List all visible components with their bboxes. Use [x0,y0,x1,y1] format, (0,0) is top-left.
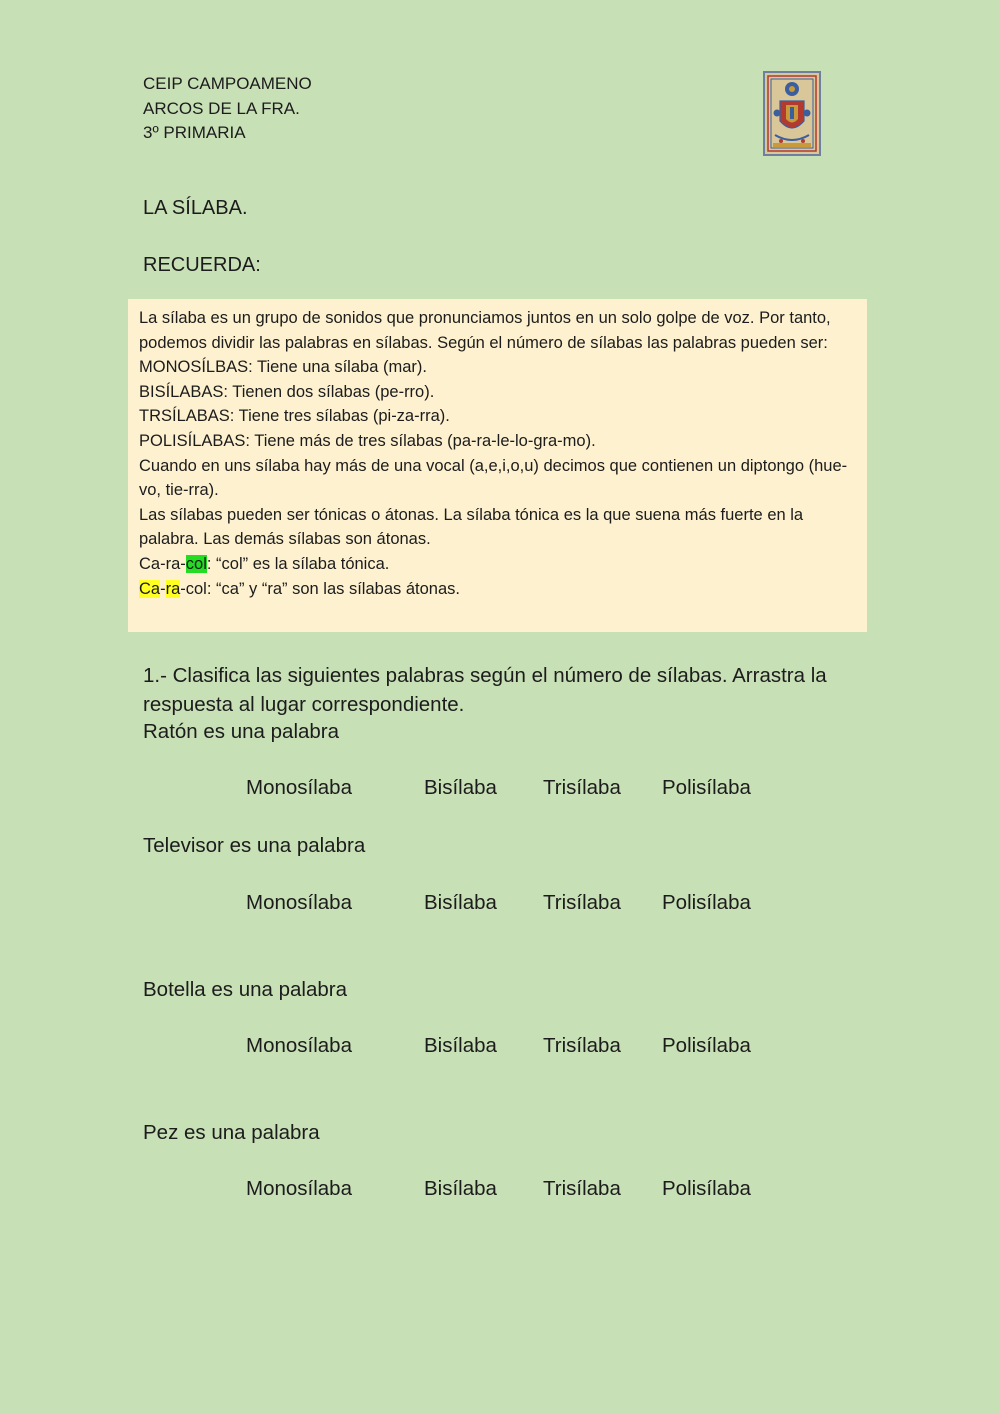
topic-title: LA SÍLABA. [143,197,248,219]
rule-monosilabas: MONOSÍLBAS: Tiene una sílaba (mar). [139,358,427,377]
option-bisilaba[interactable]: Bisílaba [424,1177,497,1200]
option-polisilaba[interactable]: Polisílaba [662,1034,751,1057]
rule-tonicas: Las sílabas pueden ser tónicas o átonas. La sílaba tónica es la que suena más fuerte en la palabra. Las demás sílabas son átonas. [139,505,804,549]
answer-options [0,1177,1000,1207]
question-prompt: Pez es una palabra [143,1121,320,1144]
question-prompt: Ratón es una palabra [143,720,340,743]
rule-bisilabas: BISÍLABAS: Tienen dos sílabas (pe-rro). [139,382,435,401]
school-grade: 3º PRIMARIA [143,123,246,142]
atona-highlight-1: Ca [139,579,161,598]
example-atonas-post: -col: “ca” y “ra” son las sílabas átonas. [180,579,460,598]
answer-options [0,1034,1000,1064]
rule-trisilabas: TRSÍLABAS: Tiene tres sílabas (pi-za-rra). [139,407,450,426]
option-polisilaba[interactable]: Polisílaba [662,891,751,914]
option-polisilaba[interactable]: Polisílaba [662,776,751,799]
school-header [143,72,312,146]
question-prompt: Botella es una palabra [143,978,348,1001]
option-monosilaba[interactable]: Monosílaba [246,1034,352,1057]
answer-options [0,776,1000,806]
option-bisilaba[interactable]: Bisílaba [424,891,497,914]
answer-options [0,891,1000,921]
remember-heading: RECUERDA: [143,254,261,276]
option-trisilaba[interactable]: Trisílaba [543,1034,621,1057]
rule-polisilabas: POLISÍLABAS: Tiene más de tres sílabas (pa-ra-le-lo-gra-mo). [139,431,596,450]
option-bisilaba[interactable]: Bisílaba [424,1034,497,1057]
coat-of-arms-icon [763,71,821,156]
example-tonica-pre: Ca-ra- [139,554,186,573]
exercise-instruction: 1.- Clasifica las siguientes palabras según el número de sílabas. Arrastra la respuesta al lugar correspondiente. [143,664,827,716]
example-tonica [139,552,857,577]
option-trisilaba[interactable]: Trisílaba [543,776,621,799]
rule-intro: La sílaba es un grupo de sonidos que pronunciamos juntos en un solo golpe de voz. Por tanto, podemos dividir las palabras en sílabas. Según el número de sílabas las palabras pueden ser: [139,309,831,352]
tonica-highlight: col [185,554,207,573]
option-polisilaba[interactable]: Polisílaba [662,1177,751,1200]
option-trisilaba[interactable]: Trisílaba [543,891,621,914]
rule-diptongo: Cuando en uns sílaba hay más de una vocal (a,e,i,o,u) decimos que contienen un diptongo (hue-vo, tie-rra). [139,456,848,500]
option-monosilaba[interactable]: Monosílaba [246,1177,352,1200]
remember-box [128,299,867,632]
option-monosilaba[interactable]: Monosílaba [246,776,352,799]
school-name: CEIP CAMPOAMENO [143,74,312,93]
example-atonas-sep: - [160,579,166,598]
atona-highlight-2: ra [165,579,181,598]
school-town: ARCOS DE LA FRA. [143,98,300,118]
option-bisilaba[interactable]: Bisílaba [424,776,497,799]
example-tonica-post: : “col” es la sílaba tónica. [206,554,390,573]
option-monosilaba[interactable]: Monosílaba [246,891,352,914]
example-atonas [139,577,857,602]
option-trisilaba[interactable]: Trisílaba [543,1177,621,1200]
question-prompt: Televisor es una palabra [143,834,366,857]
